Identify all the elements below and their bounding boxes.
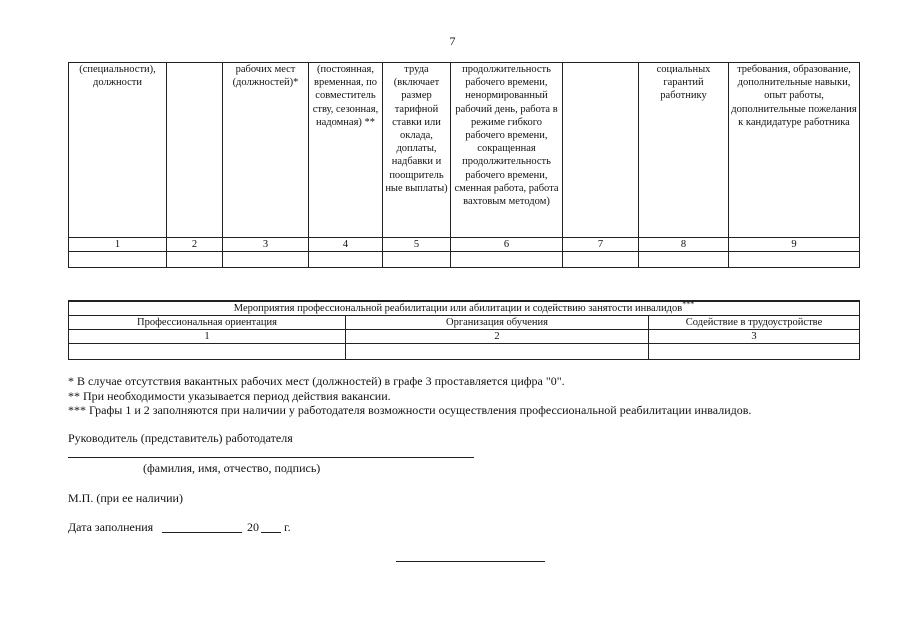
- rehabilitation-columns-row: [69, 316, 860, 330]
- rehabilitation-title-row: [69, 301, 860, 316]
- header-cell: Организация обучения: [346, 316, 649, 330]
- header-cell: продолжительность рабочего времени, ненормированный рабочий день, работа в режиме гибкого рабочего времени, сокращенная продолжительность рабочего времени, сменная работа, работа вахтовым методом): [451, 63, 563, 238]
- signature-line: [68, 457, 474, 458]
- empty-cell: [69, 252, 167, 268]
- header-cell: рабочих мест (должностей)*: [223, 63, 309, 238]
- title-footnote-mark: ***: [682, 299, 695, 308]
- header-cell: Профессиональная ориентация: [69, 316, 346, 330]
- header-cell: труда (включает размер тарифной ставки или оклада, доплаты, надбавки и поощритель ные выплаты): [383, 63, 451, 238]
- empty-data-row: [69, 344, 860, 360]
- signature-caption: (фамилия, имя, отчество, подпись): [143, 461, 321, 475]
- date-label: Дата заполнения: [68, 520, 154, 534]
- column-number: 8: [639, 238, 729, 252]
- empty-cell: [383, 252, 451, 268]
- rehabilitation-table: [68, 300, 860, 360]
- rehabilitation-title: [69, 301, 860, 316]
- empty-cell: [346, 344, 649, 360]
- column-number: 4: [309, 238, 383, 252]
- date-suffix: г.: [284, 520, 291, 534]
- empty-cell: [167, 252, 223, 268]
- column-number-row: [69, 238, 860, 252]
- header-cell: (постоянная, временная, по совместитель ству, сезонная, надомная) **: [309, 63, 383, 238]
- empty-cell: [563, 252, 639, 268]
- header-cell: социальных гарантий работнику: [639, 63, 729, 238]
- date-blank: [162, 532, 242, 533]
- footnote: * В случае отсутствия вакантных рабочих мест (должностей) в графе 3 проставляется цифра "0".: [68, 374, 565, 388]
- empty-cell: [223, 252, 309, 268]
- empty-cell: [639, 252, 729, 268]
- column-number-row: [69, 330, 860, 344]
- empty-cell: [729, 252, 860, 268]
- column-number: 6: [451, 238, 563, 252]
- header-cell: (специальности), должности: [69, 63, 167, 238]
- empty-cell: [649, 344, 860, 360]
- header-cell: [167, 63, 223, 238]
- empty-data-row: [69, 252, 860, 268]
- empty-cell: [309, 252, 383, 268]
- footnote: *** Графы 1 и 2 заполняются при наличии у работодателя возможности осуществления профессиональной реабилитации инвалидов.: [68, 403, 752, 417]
- footnote: ** При необходимости указывается период действия вакансии.: [68, 388, 391, 403]
- column-number: 5: [383, 238, 451, 252]
- column-number: 2: [346, 330, 649, 344]
- column-number: 3: [223, 238, 309, 252]
- separator-line: [396, 561, 545, 562]
- column-number: 1: [69, 238, 167, 252]
- column-number: 9: [729, 238, 860, 252]
- stamp-label: М.П. (при ее наличии): [68, 491, 183, 505]
- table-header-row: [69, 63, 860, 238]
- header-cell: Содействие в трудоустройстве: [649, 316, 860, 330]
- page-number: 7: [449, 34, 456, 48]
- header-cell: [563, 63, 639, 238]
- rehabilitation-title-text: Мероприятия профессиональной реабилитации или абилитации и содействию занятости инвалидов: [233, 302, 683, 314]
- column-number: 7: [563, 238, 639, 252]
- footnotes: [68, 374, 751, 418]
- column-number: 2: [167, 238, 223, 252]
- header-cell: требования, образование, дополнительные навыки, опыт работы, дополнительные пожелания к кандидатуре работника: [729, 63, 860, 238]
- column-number: 1: [69, 330, 346, 344]
- empty-cell: [69, 344, 346, 360]
- column-number: 3: [649, 330, 860, 344]
- date-year-prefix: 20: [247, 520, 259, 534]
- head-label: Руководитель (представитель) работодателя: [68, 431, 293, 445]
- empty-cell: [451, 252, 563, 268]
- year-blank: [261, 532, 281, 533]
- vacancy-table: [68, 62, 860, 268]
